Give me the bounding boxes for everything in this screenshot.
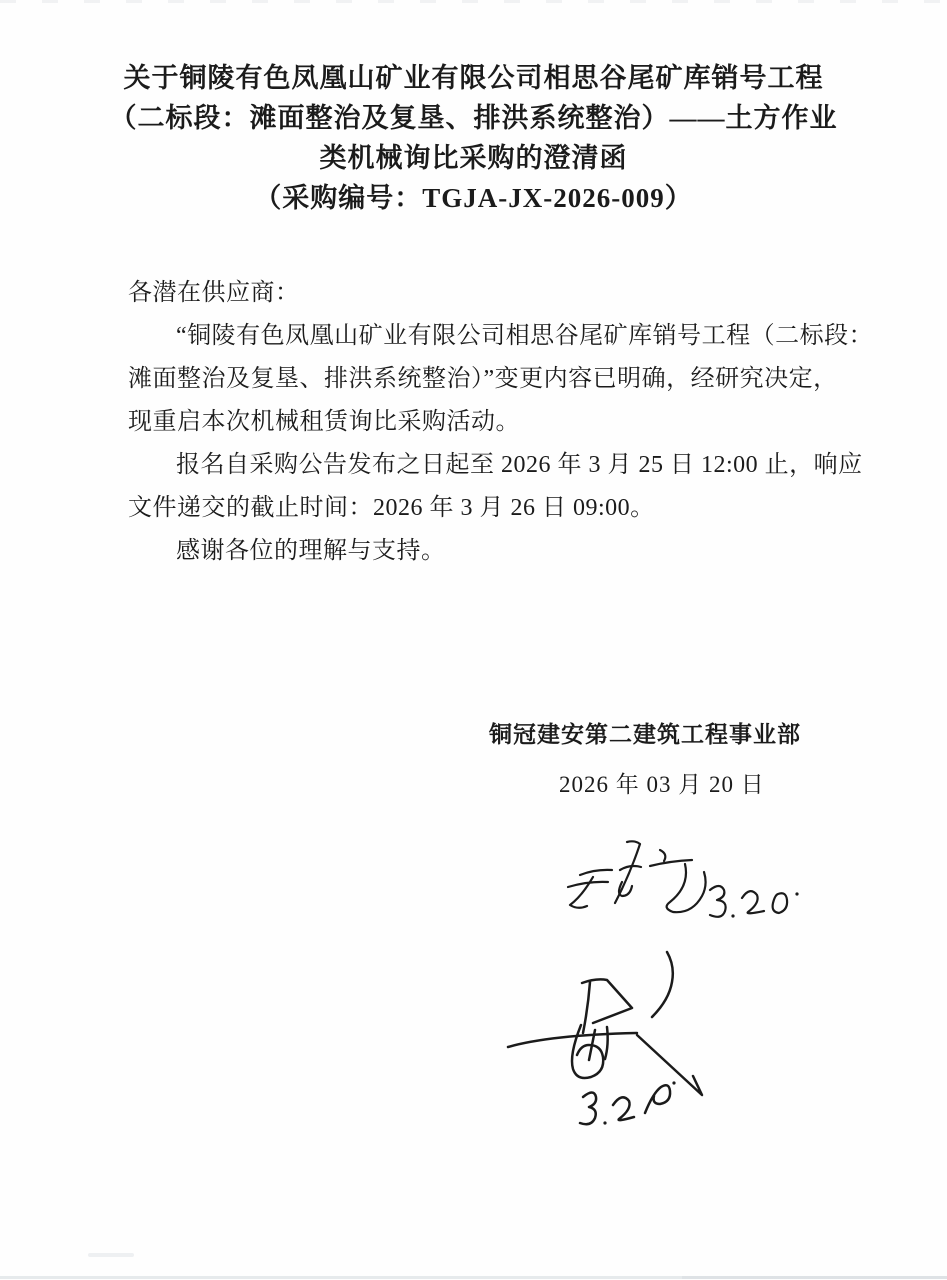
body-line: 现重启本次机械租赁询比采购活动。: [128, 409, 520, 435]
signature-2-date-annotation: [580, 1081, 676, 1124]
procurement-number-line: （采购编号：TGJA-JX-2026-009）: [254, 183, 693, 213]
title-line-1: 关于铜陵有色凤凰山矿业有限公司相思谷尾矿库销号工程: [123, 63, 824, 93]
title-line-3: 类机械询比采购的澄清函: [319, 143, 628, 173]
scan-artifact-smudge: [88, 1253, 134, 1257]
body-line: 报名自采购公告发布之日起至 2026 年 3 月 25 日 12:00 止，响应: [176, 452, 863, 478]
signoff-date: 2026 年 03 月 20 日: [559, 772, 765, 797]
letter-body: [128, 272, 874, 573]
body-line: 文件递交的截止时间：2026 年 3 月 26 日 09:00。: [128, 495, 655, 521]
scan-artifact-bottom-edge: [0, 1276, 947, 1279]
document-title: [0, 58, 947, 218]
closing-thanks-line: 感谢各位的理解与支持。: [176, 538, 446, 564]
salutation-line: 各潜在供应商：: [128, 280, 300, 306]
signature-1-name-strokes: [568, 841, 706, 912]
signature-2-scrawl-strokes: [508, 952, 702, 1095]
signoff-department: 铜冠建安第二建筑工程事业部: [489, 722, 801, 747]
body-line: “铜陵有色凤凰山矿业有限公司相思谷尾矿库销号工程（二标段：: [176, 323, 874, 349]
scan-artifact-top-edge: [0, 0, 947, 3]
handwritten-signature-2: [495, 945, 720, 1145]
title-line-2: （二标段：滩面整治及复垦、排洪系统整治）——土方作业: [109, 103, 838, 133]
body-line: 滩面整治及复垦、排洪系统整治）”变更内容已明确，经研究决定，: [128, 366, 838, 392]
handwritten-signature-1: [550, 824, 810, 929]
signature-1-date-annotation: [710, 886, 799, 918]
